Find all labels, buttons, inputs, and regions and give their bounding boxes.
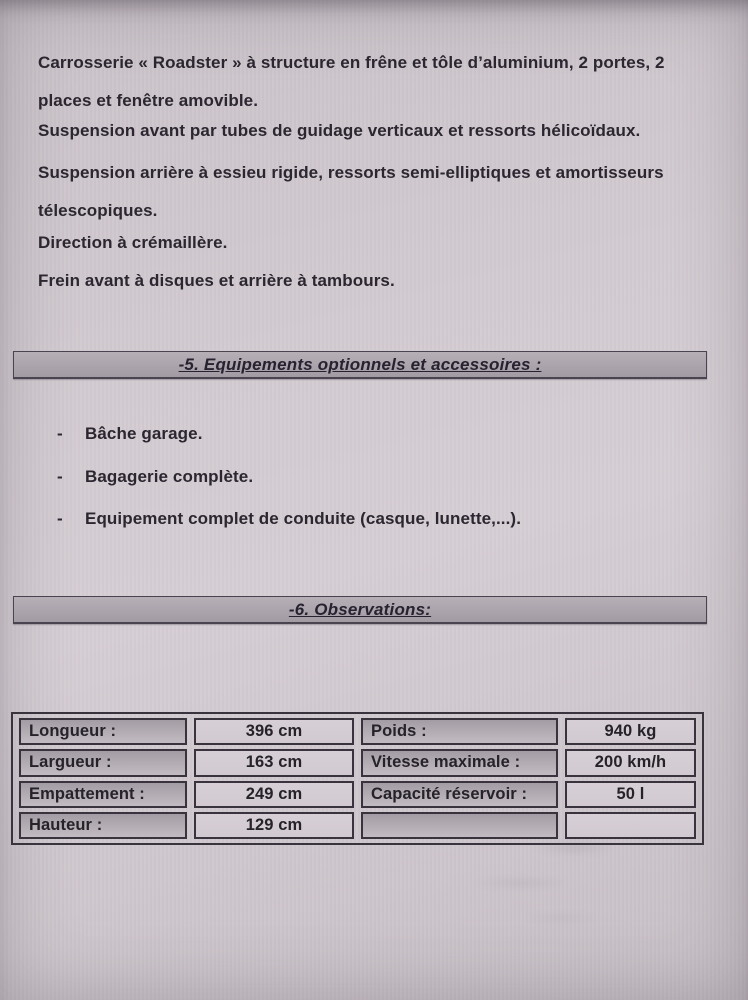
- bullet-dash: -: [57, 467, 63, 486]
- spec-value-empattement: 249 cm: [194, 781, 354, 808]
- paragraph-line: Suspension avant par tubes de guidage verticaux et ressorts hélicoïdaux.: [38, 121, 641, 140]
- paragraph-suspension-arriere: [38, 154, 712, 230]
- spec-label-empattement: Empattement :: [19, 781, 187, 808]
- spec-label-poids: Poids :: [361, 718, 558, 745]
- paragraph-line: Suspension arrière à essieu rigide, ressorts semi-elliptiques et amortisseurs: [38, 163, 664, 182]
- spec-label-hauteur: Hauteur :: [19, 812, 187, 839]
- list-item-text: Bagagerie complète.: [85, 467, 254, 486]
- paragraph-suspension-avant: [38, 112, 712, 150]
- list-item: [57, 509, 521, 529]
- spec-label-capacite-reservoir: Capacité réservoir :: [361, 781, 558, 808]
- spec-label-vitesse-maximale: Vitesse maximale :: [361, 749, 558, 776]
- spec-value-hauteur: 129 cm: [194, 812, 354, 839]
- paragraph-freins: [38, 262, 712, 300]
- paragraph-line: Direction à crémaillère.: [38, 233, 228, 252]
- section6-header-bar: [13, 596, 707, 624]
- bullet-dash: -: [57, 424, 63, 443]
- paragraph-line: Frein avant à disques et arrière à tambours.: [38, 271, 395, 290]
- spec-value-vitesse-maximale: 200 km/h: [565, 749, 696, 776]
- list-item: [57, 424, 203, 444]
- spec-value-longueur: 396 cm: [194, 718, 354, 745]
- page-showthrough-smudge: [418, 820, 678, 960]
- spec-value-poids: 940 kg: [565, 718, 696, 745]
- list-item-text: Bâche garage.: [85, 424, 203, 443]
- spec-label-largueur: Largueur :: [19, 749, 187, 776]
- paragraph-line: Carrosserie « Roadster » à structure en frêne et tôle d’aluminium, 2 portes, 2: [38, 53, 665, 72]
- bullet-dash: -: [57, 509, 63, 528]
- section5-header-bar: [13, 351, 707, 379]
- list-item-text: Equipement complet de conduite (casque, lunette,...).: [85, 509, 522, 528]
- section5-title: -5. Equipements optionnels et accessoires :: [178, 354, 542, 374]
- paragraph-carrosserie: [38, 44, 712, 120]
- spec-value-largueur: 163 cm: [194, 749, 354, 776]
- paragraph-direction: [38, 224, 712, 262]
- spec-value-capacite-reservoir: 50 l: [565, 781, 696, 808]
- paragraph-line: télescopiques.: [38, 201, 158, 220]
- section6-title: -6. Observations:: [288, 599, 432, 619]
- list-item: [57, 467, 253, 487]
- paragraph-line: places et fenêtre amovible.: [38, 91, 259, 110]
- spec-label-longueur: Longueur :: [19, 718, 187, 745]
